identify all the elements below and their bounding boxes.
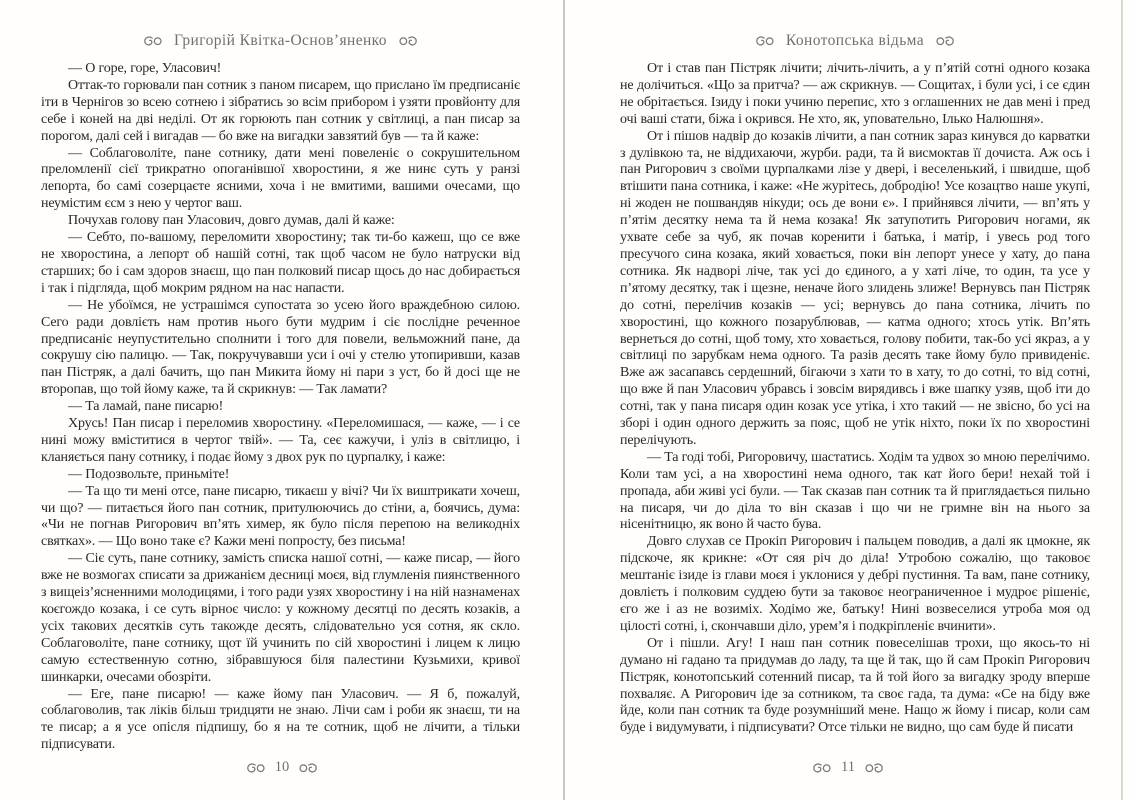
paragraph: — Та ламай, пане писарю!: [68, 399, 224, 415]
running-head-right: [620, 32, 1090, 50]
page-body-right: [620, 61, 1090, 737]
fleuron-left-icon: [755, 35, 775, 47]
page-edge-line: [1121, 0, 1123, 800]
paragraph: — Подозвольте, приньміте!: [68, 466, 230, 482]
paragraph: — Еге, пане писарю! — каже йому пан Уласович. — Я б, пожалуй, соблаговолив, так ліків більш тридцяти не знаю. Лічи сам і роби як знаєш, ти на те писар; а я усе опісля підпишу, бо я на те сотник, щоб не лічити, а тільки підписувати.: [41, 686, 520, 753]
fleuron-left-icon: [246, 762, 266, 774]
page-left-inner: [0, 32, 564, 754]
page-spine-divider: [563, 0, 565, 800]
paragraph: Хрусь! Пан писар і переломив хворостину. «Переломишася, — каже, — і се нині можу вміститися в чертог твій». — Та, сеє кажучи, і уліз в світлицю, і кланяється пану сотнику, і подає йому з двох рук по цурпалку, і каже:: [41, 416, 520, 465]
running-title-chapter: Конотопська відьма: [785, 32, 925, 49]
running-head-left: [41, 32, 520, 50]
paragraph: — Соблаговоліте, пане сотнику, дати мені повеленіє о сокрушительном преломленії сієї трикратно опоганівшої хворостини, я же нинє суть у ранзі лепорта, бо самі созерцаєте ясними, хоча і не вмитими, вашими очесами, що неумістим єсм з нею у чертог ваш.: [41, 145, 520, 212]
fleuron-right-icon: [398, 35, 418, 47]
paragraph: — О горе, горе, Уласович!: [68, 61, 222, 76]
paragraph: Оттак-то горювали пан сотник з паном писарем, що прислано їм предписаніє іти в Чернігов зо всею сотнею і зібратись зо всім прибором і узяти провйонту для себе і коней на дві неділі. От як горюють пан сотник у світлиці, а пан писар за порогом, далі сей і вигадав — бо вже на вигадки завзятий був — та й каже:: [41, 77, 520, 144]
page-right: [566, 0, 1130, 800]
fleuron-right-icon: [935, 35, 955, 47]
page-footer-left: [0, 759, 564, 776]
page-number: 10: [274, 759, 290, 775]
fleuron-left-icon: [143, 35, 163, 47]
paragraph: От і став пан Пістряк лічити; лічить-лічить, а у п’ятій сотні одного козака не долічиться. «Що за притча? — аж скрикнув. — Сощитах, і були усі, і се єдин не обрітається. Ізиду і поки учиню перепис, хто з оглашенних не дав мені і пред очі ваші стати, біжа і окрився. Не хто, як, уповательно, Ілько Налюшня».: [620, 61, 1090, 127]
page-number: 11: [841, 759, 855, 775]
paragraph: Довго слухав се Прокіп Ригорович і пальцем поводив, а далі як цмокне, як підскоче, як крикне: «От сяя річ до діла! Утробою сожалію, що таковоє мештаніє ізиде із глави моєя і уклонися у дебрі пустиння. Та вам, пане сотнику, довлієть і полковим суддею бути за таковоє неограниченное і мудроє рішеніє, єго же і аз не возиміх. Ходімо же, батьку! Нині возвеселися утроба моя од цілості сотні, і, скончавши діло, урем’я і подкріпленіє вчинити».: [620, 534, 1090, 634]
fleuron-right-icon: [864, 762, 884, 774]
fleuron-left-icon: [812, 762, 832, 774]
page-right-inner: [566, 32, 1130, 737]
fleuron-right-icon: [298, 762, 318, 774]
paragraph: — Себто, по-вашому, переломити хворостину; так ти-бо кажеш, що се вже не хворостина, а лепорт об нашій сотні, так щоб часом не було натруски від старших; бо і сам здоров знаєш, що пан полковий писар щось до нас добирається і так і підгляда, щоб мокрим рядном на нас напасти.: [41, 230, 520, 296]
page-left: [0, 0, 564, 800]
page-body-left: [41, 61, 520, 754]
paragraph: — Та годі тобі, Ригоровичу, шастатись. Ходім та удвох зо мною перелічимо. Коли там усі, а на хворостині нема одного, так кат його бери! нехай той і пропада, аби живі усі були. — Так сказав пан сотник та й приглядається пильно на писаря, чи до діла то він сказав і що чи не гримне він на нього за нісенітницю, як воно й часто бува.: [620, 449, 1090, 533]
paragraph: Почухав голову пан Уласович, довго думав, далі й каже:: [68, 213, 395, 229]
paragraph: — Не убоїмся, не устрашімся супостата зо усею його враждебною силою. Сего ради довлієть нам против нього бути мудрим і сіє послідне реченное предписаніє неупустительно сполнити і того для повели, вельможний пане, да сокрушу сію палицю. — Так, покручувавши уси і очі у стелю утопиривши, казав пан Пістряк, а далі бачить, що пан Микита йому ні пари з уст, бо й досі ще не второпав, що той йому каже, та й скрикнув: — Так ламати?: [41, 297, 520, 398]
paragraph: — Сіє суть, пане сотнику, замість списка нашої сотні, — каже писар, — його вже не возмогах списати за дрижанієм десниці моєя, від глумленія пиянственного з вищеіз’ясненними молодицями, і того ради узях хворостину і на ній назнаменах коєгождо козака, і се суть вірноє число: у кожному десятці по десять козаків, а усіх такових десятків суть такожде десять, слідовательно уся сотня, як скло. Соблаговоліте, пане сотнику, щот їй учинить по сій хворостині і лицем к лицю самую єстественную сотню, зібравшуюся біля палестини Кузьмихи, кривої шинкарки, очесами обозріти.: [41, 551, 520, 685]
paragraph: От і пішов надвір до козаків лічити, а пан сотник зараз кинувся до карватки з дулівкою та, не віддихаючи, журби. ради, та й висмоктав її дочиста. Аж ось і пан Ригорович з своїми цурпалками лізе у двері, і веселенький, і швидше, щоб втішити пана сотника, і каже: «Не журітесь, добродію! Усе козацтво наше укупі, ні жоден не пошвандяв нікуди; ось де вони є». І прийнявся лічити, — вп’ять у п’ятім десятку нема та й нема козака! Як затупотить Ригорович ногами, як ухвате себе за чуб, як почав коренити і батька, і матір, і увесь род того пресучого сина козака, який ховається, поки він лепорт унесе у хату, до пана сотника. Як надворі ліче, так усі до єдиного, а у хаті ліче, то один, та усе у п’ятому десятку, так і щезне, неначе його злидень злиже! Вернувсь пан Пістряк до сотні, перелічив козаків — усі; вернувсь до пана сотника, лічить по хворостині, що кожного позарублював, — катма одного; хтось утік. Вп’ять вернеться до сотні, щоб тому, хто ховається, голову побити, так-бо усі якраз, а у світлиці по зарубкам нема одного. Та разів десять таке йому було привиденіє. Вже аж засапавсь сердешний, бігаючи з хати то в хату, то до сотні, то від сотні, що вже й пан Уласович убравсь і зовсім вирядивсь і вже шапку узяв, щоб іти до сотні, так у пана писаря один козак усе утіка, і хто такий — не звісно, бо усі на зборі і один одного держить за пояс, щоб не утік ніхто, поки їх по хворостині перелічують.: [620, 128, 1090, 448]
paragraph: — Та що ти мені отсе, пане писарю, тикаєш у вічі? Чи їх виштрикати хочеш, чи що? — питається його пан сотник, притулюючись до стіни, а, боячись, дума: «Чи не погнав Ригорович вп’ять химер, як було після перепою на великодніх святках». — Що воно таке є? Кажи мені попросту, без письма!: [41, 483, 520, 550]
page-footer-right: [566, 759, 1130, 776]
paragraph: От і пішли. Агу! І наш пан сотник повеселішав трохи, що якось-то ні думано ні гадано та придумав до ладу, та ще й так, що й сам Прокіп Ригорович Пістряк, конотопський сотенний писар, та й той його за вигадку зроду вперше похваляє. А Ригорович іде за сотником, та своє гада, та дума: «Се на біду вже йде, коли пан сотник та буде розумніший мене. Нащо ж йому і писар, коли сам буде і видумувати, і підписувати? Отсе тільки не видно, що сам буде й писати: [620, 635, 1090, 736]
running-title-author: Григорій Квітка-Основ’яненко: [174, 32, 387, 49]
